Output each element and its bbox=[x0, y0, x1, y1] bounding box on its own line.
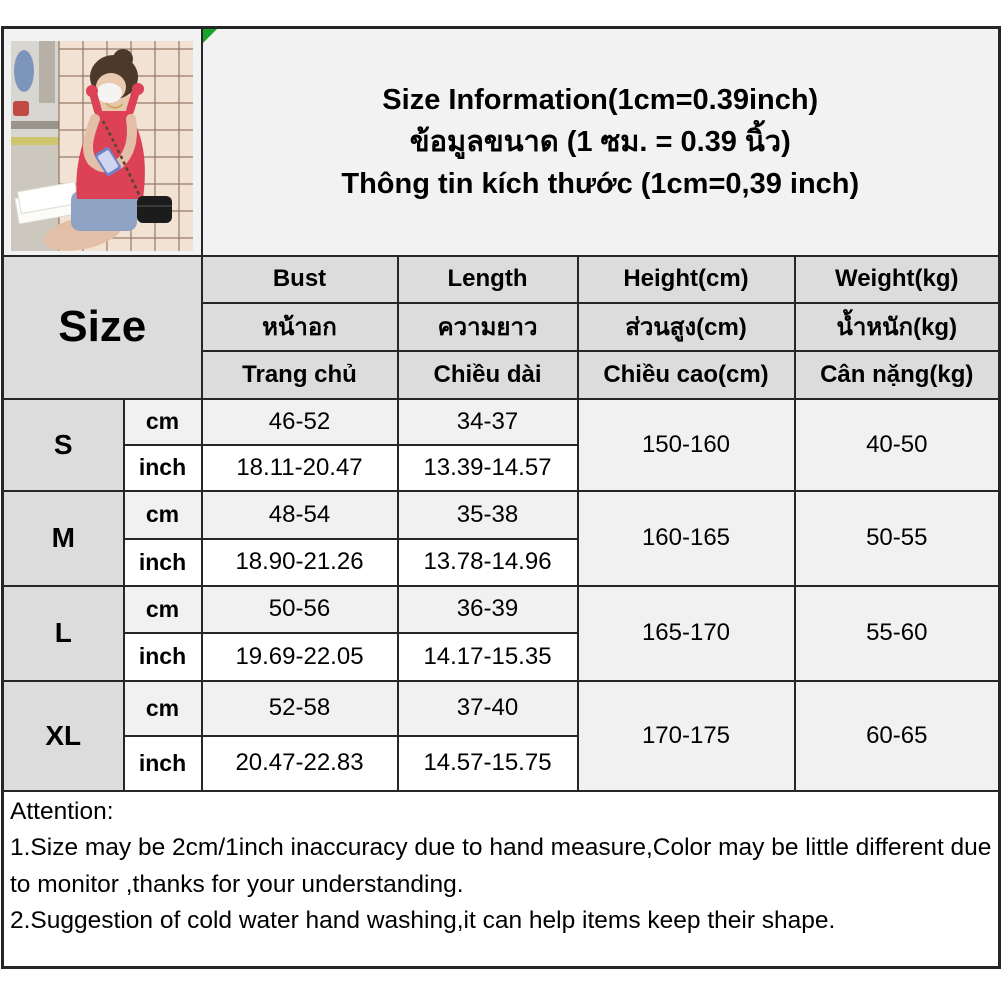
xl-bust-cm: 52-58 bbox=[202, 681, 398, 736]
header-length-en: Length bbox=[398, 256, 578, 303]
unit-cm-label: cm bbox=[124, 491, 202, 539]
xl-length-cm: 37-40 bbox=[398, 681, 578, 736]
header-weight-th: น้ำหนัก(kg) bbox=[795, 303, 1000, 351]
m-length-inch: 13.78-14.96 bbox=[398, 539, 578, 586]
header-bust-vi: Trang chủ bbox=[202, 351, 398, 399]
title-english: Size Information(1cm=0.39inch) bbox=[382, 83, 819, 116]
xl-weight: 60-65 bbox=[795, 681, 1000, 791]
header-length-vi: Chiều dài bbox=[398, 351, 578, 399]
header-bust-en: Bust bbox=[202, 256, 398, 303]
l-height: 165-170 bbox=[578, 586, 795, 681]
l-bust-inch: 19.69-22.05 bbox=[202, 633, 398, 681]
s-bust-cm: 46-52 bbox=[202, 399, 398, 445]
title-vietnamese: Thông tin kích thước (1cm=0,39 inch) bbox=[341, 167, 860, 200]
unit-inch-label: inch bbox=[124, 539, 202, 586]
header-height-th: ส่วนสูง(cm) bbox=[578, 303, 795, 351]
header-bust-th: หน้าอก bbox=[202, 303, 398, 351]
m-bust-cm: 48-54 bbox=[202, 491, 398, 539]
title-thai: ข้อมูลขนาด (1 ซม. = 0.39 นิ้ว) bbox=[409, 125, 791, 158]
attention-item-2: 2.Suggestion of cold water hand washing,it can help items keep their shape. bbox=[10, 907, 836, 934]
header-height-en: Height(cm) bbox=[578, 256, 795, 303]
product-photo-cell bbox=[3, 28, 202, 256]
unit-inch-label: inch bbox=[124, 633, 202, 681]
unit-cm-label: cm bbox=[124, 586, 202, 633]
size-label-l: L bbox=[3, 586, 124, 681]
size-header: Size bbox=[3, 256, 202, 399]
size-chart-table bbox=[1, 26, 1001, 969]
m-bust-inch: 18.90-21.26 bbox=[202, 539, 398, 586]
header-length-th: ความยาว bbox=[398, 303, 578, 351]
size-label-s: S bbox=[3, 399, 124, 491]
unit-inch-label: inch bbox=[124, 445, 202, 491]
s-height: 150-160 bbox=[578, 399, 795, 491]
l-length-cm: 36-39 bbox=[398, 586, 578, 633]
attention-item-1: 1.Size may be 2cm/1inch inaccuracy due to hand measure,Color may be little different due to monitor ,thanks for your understanding. bbox=[10, 834, 992, 898]
s-weight: 40-50 bbox=[795, 399, 1000, 491]
product-photo bbox=[11, 41, 193, 251]
xl-height: 170-175 bbox=[578, 681, 795, 791]
l-weight: 55-60 bbox=[795, 586, 1000, 681]
xl-bust-inch: 20.47-22.83 bbox=[202, 736, 398, 791]
xl-length-inch: 14.57-15.75 bbox=[398, 736, 578, 791]
header-weight-vi: Cân nặng(kg) bbox=[795, 351, 1000, 399]
size-label-xl: XL bbox=[3, 681, 124, 791]
attention-heading: Attention: bbox=[10, 797, 114, 825]
m-length-cm: 35-38 bbox=[398, 491, 578, 539]
l-bust-cm: 50-56 bbox=[202, 586, 398, 633]
s-bust-inch: 18.11-20.47 bbox=[202, 445, 398, 491]
l-length-inch: 14.17-15.35 bbox=[398, 633, 578, 681]
m-height: 160-165 bbox=[578, 491, 795, 586]
attention-section bbox=[3, 791, 1000, 968]
header-weight-en: Weight(kg) bbox=[795, 256, 1000, 303]
s-length-cm: 34-37 bbox=[398, 399, 578, 445]
s-length-inch: 13.39-14.57 bbox=[398, 445, 578, 491]
unit-cm-label: cm bbox=[124, 681, 202, 736]
title-cell bbox=[202, 28, 1000, 256]
m-weight: 50-55 bbox=[795, 491, 1000, 586]
unit-inch-label: inch bbox=[124, 736, 202, 791]
green-corner-flag-icon bbox=[203, 29, 217, 43]
header-height-vi: Chiều cao(cm) bbox=[578, 351, 795, 399]
unit-cm-label: cm bbox=[124, 399, 202, 445]
size-label-m: M bbox=[3, 491, 124, 586]
